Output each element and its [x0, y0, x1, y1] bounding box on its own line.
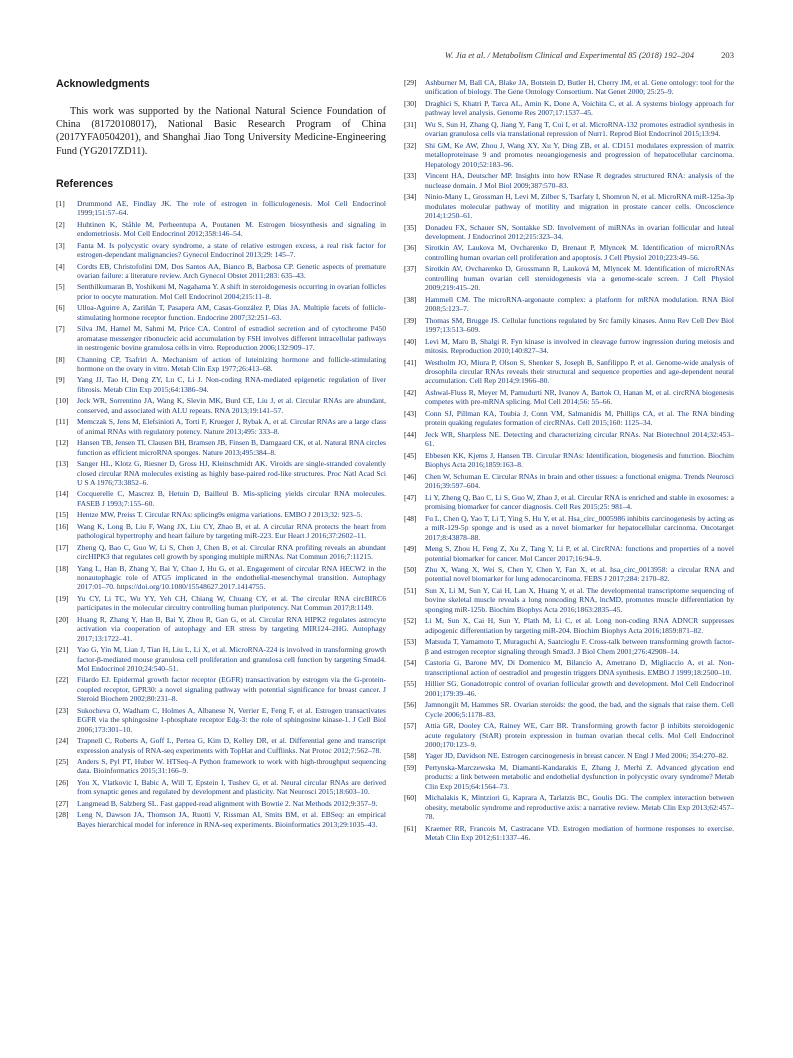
reference-number: [41] — [404, 357, 417, 367]
reference-item[interactable] — [56, 736, 386, 755]
reference-item[interactable] — [404, 565, 734, 584]
reference-text[interactable]: Yu CY, Li TC, Wu YY, Yeh CH, Chiang W, Chuang CY, et al. The circular RNA circBIRC6 participates in the molecular circuitry controlling human pluripotency. Nat Commun 2017;8:1149. — [77, 593, 386, 613]
reference-text[interactable]: Ebbesen KK, Kjems J, Hansen TB. Circular RNAs: Identification, biogenesis and function. Biochim Biophys Acta 2016;1859:163–8. — [425, 450, 734, 470]
reference-item[interactable] — [56, 799, 386, 808]
reference-text[interactable]: Fanta M. Is polycystic ovary syndrome, a state of relative estrogen excess, a real risk factor for estrogen-dependant malignancies? Gynecol Endocrinol 2013;29: 145–7. — [77, 240, 386, 260]
reference-text[interactable]: Wang K, Long B, Liu F, Wang JX, Liu CY, Zhao B, et al. A circular RNA protects the heart from pathological hypertrophy and heart failure by targeting miR-223. Eur Heart J 2016;37:2602–11. — [77, 521, 386, 541]
reference-item[interactable] — [404, 78, 734, 97]
reference-number: [8] — [56, 354, 65, 364]
reference-number: [55] — [404, 679, 417, 689]
reference-list-right — [404, 78, 734, 843]
reference-text[interactable]: Levi M, Maro B, Shalgi R. Fyn kinase is involved in cleavage furrow ingression during meiosis and mitosis. Reproduction 2010;140:827–34. — [425, 336, 734, 356]
reference-item[interactable] — [56, 262, 386, 281]
reference-item[interactable] — [404, 472, 734, 491]
reference-text[interactable]: Sukocheva O, Wadham C, Holmes A, Albanese N, Verrier E, Feng F, et al. Estrogen transactivates EGFR via the sphingosine 1-phosphate receptor Edg-3: the role of sphingosine kinase-1. J Cell Biol 2006;173:301–10. — [77, 705, 386, 734]
reference-text[interactable]: Channing CP, Tsafriri A. Mechanism of action of luteinizing hormone and follicle-stimulating hormone on the ovary in vitro. Metab Clin Exp 1977;26:413–68. — [77, 354, 386, 373]
reference-text[interactable]: Wu S, Sun H, Zhang Q, Jiang Y, Fang T, Cui I, et al. MicroRNA-132 promotes estradiol synthesis in ovarian granulosa cells via translational repression of Nurr1. Reprod Biol Endocrinol 2015;13:94. — [425, 119, 734, 139]
reference-number: [34] — [404, 192, 417, 202]
acknowledgments-text: This work was supported by the National Natural Science Foundation of China (81720108017), National Basic Research Program of China (2017YFA0504201), and Shanghai Jiao Tong University Medicine-Engineering Fund (YG2017ZD11). — [56, 106, 386, 157]
reference-text[interactable]: Fu L, Chen Q, Yao T, Li T, Ying S, Hu Y, et al. Hsa_circ_0005986 inhibits carcinogenesis by acting as a miR-129-5p sponge and is used as a novel biomarker for hepatocellular carcinoma. Oncotarget 2017;8:43878–88. — [425, 513, 734, 542]
reference-text[interactable]: Huhtinen K, Ståhle M, Perheentupa A, Poutanen M. Estrogen biosynthesis and signaling in endometriosis. Mol Cell Endocrinol 2012;358:146–54. — [77, 219, 386, 239]
reference-number: [42] — [404, 388, 417, 398]
reference-number: [47] — [404, 492, 417, 502]
left-column — [56, 78, 386, 831]
reference-list-left — [56, 199, 386, 829]
reference-text[interactable]: Michalakis K, Mintziori G, Kaprara A, Tarlatzis BC, Goulis DG. The complex interaction between obesity, metabolic syndrome and reproductive axis: a narrative review. Metab Clin Exp 2013;62:457–78. — [425, 793, 734, 822]
reference-item[interactable] — [404, 700, 734, 719]
reference-number: [21] — [56, 645, 69, 655]
reference-text[interactable]: Draghici S, Khatri P, Tarca AL, Amin K, Done A, Voichita C, et al. A systems biology approach for pathway level analysis. Genome Res 2007;17:1537–45. — [425, 98, 734, 118]
reference-number: [51] — [404, 586, 417, 595]
reference-item[interactable] — [56, 510, 386, 519]
reference-item[interactable] — [404, 337, 734, 356]
reference-number: [28] — [56, 810, 69, 820]
reference-text[interactable]: Cocquerelle C, Mascrez B, Hetuin D, Bailleul B. Mis-splicing yields circular RNA molecules. FASEB J 1993;7:155–60. — [77, 489, 386, 508]
reference-number: [20] — [56, 614, 69, 624]
reference-number: [16] — [56, 521, 69, 531]
reference-item[interactable] — [404, 451, 734, 470]
reference-text[interactable]: Matsuda T, Yamamoto T, Muraguchi A, Saatcioglu F. Cross-talk between transforming growth factor-β and estrogen receptor signaling through Smad3. J Biol Chem 2001;276:42908–14. — [425, 637, 734, 656]
reference-item[interactable] — [404, 223, 734, 242]
reference-text[interactable]: Senthilkumaran B, Yoshikuni M, Nagahama Y. A shift in steroidogenesis occurring in ovarian follicles prior to oocyte maturation. Mol Cell Endocrinol 2004;215:11–8. — [77, 282, 386, 301]
reference-text[interactable]: Ulloa-Aguirre A, Zariñán T, Pasapera AM, Casas-González P, Dias JA. Multiple facets of follicle-stimulating hormone receptor function. Endocrine 2007;32:251–63. — [77, 303, 386, 322]
reference-text[interactable]: Thomas SM, Brugge JS. Cellular functions regulated by Src family kinases. Annu Rev Cell Dev Biol 1997;13:513–609. — [425, 315, 734, 335]
reference-text[interactable]: Langmead B, Salzberg SL. Fast gapped-read alignment with Bowtie 2. Nat Methods 2012;9:357–9. — [77, 798, 378, 808]
reference-item[interactable] — [404, 120, 734, 139]
reference-number: [4] — [56, 261, 65, 271]
reference-number: [18] — [56, 563, 69, 573]
reference-item[interactable] — [56, 241, 386, 260]
reference-number: [57] — [404, 721, 417, 731]
reference-text[interactable]: Leng N, Dawson JA, Thomson JA, Ruotti V, Rissman AI, Smits BM, et al. EBSeq: an empirical Bayes hierarchical model for inference in RNA-seq experiments. Bioinformatics 2013;29:1035–43. — [77, 810, 386, 829]
reference-text[interactable]: Jeck WR, Sharpless NE. Detecting and characterizing circular RNAs. Nat Biotechnol 2014;32:453–61. — [425, 429, 734, 449]
reference-item[interactable] — [56, 594, 386, 613]
reference-text[interactable]: Sirotkin AV, Ovcharenko D, Grossmann R, Lauková M, Mlyncek M. Identification of microRNAs controlling human ovarian cell steroidogenesis via a genome-scale screen. J Cell Physiol 2009;219:415–20. — [425, 264, 734, 293]
reference-item[interactable] — [56, 282, 386, 301]
reference-number: [59] — [404, 763, 417, 773]
reference-number: [11] — [56, 417, 69, 427]
reference-item[interactable] — [404, 316, 734, 335]
reference-number: [12] — [56, 438, 69, 448]
reference-text[interactable]: Pertynska-Marczewska M, Diamanti-Kandarakis E, Zhang J, Merhi Z. Advanced glycation end products: a link between metabolic and endothelial dysfunction in polycystic ovary syndrome? Metab Clin Exp 2015;64:1564–73. — [425, 763, 734, 791]
reference-text[interactable]: Yang JJ, Tao H, Deng ZY, Lu C, Li J. Non-coding RNA-mediated epigenetic regulation of liver fibrosis. Metab Clin Exp 2015;64:1386–94. — [77, 375, 386, 394]
reference-number: [3] — [56, 240, 65, 250]
reference-text[interactable]: Shi GM, Ke AW, Zhou J, Wang XY, Xu Y, Ding ZB, et al. CD151 modulates expression of matrix metalloproteinase 9 and promotes neoangiogenesis and progression of hepatocellular carcinoma. Hepatology 2010;52:183–96. — [425, 140, 734, 169]
reference-text[interactable]: Filardo EJ. Epidermal growth factor receptor (EGFR) transactivation by estrogen via the G-protein-coupled receptor, GPR30: a novel signaling pathway with potential significance for breast cancer. J Steroid Biochem 2002;80:231–8. — [77, 675, 386, 704]
reference-item[interactable] — [404, 171, 734, 190]
reference-item[interactable] — [404, 409, 734, 428]
reference-number: [15] — [56, 510, 69, 520]
references-heading: References — [56, 177, 114, 190]
acknowledgments-heading: Acknowledgments — [56, 78, 150, 90]
reference-item[interactable] — [404, 514, 734, 542]
reference-number: [48] — [404, 513, 417, 523]
reference-number: [58] — [404, 751, 417, 761]
reference-number: [61] — [404, 823, 417, 833]
reference-text[interactable]: Zhu X, Wang X, Wei S, Chen Y, Chen Y, Fan X, et al. hsa_circ_0013958: a circular RNA and potential novel biomarker for lung adenocarcinoma. FEBS J 2017;284: 2170–82. — [425, 565, 734, 584]
reference-item[interactable] — [56, 324, 386, 352]
reference-number: [37] — [404, 264, 417, 274]
reference-text[interactable]: Vincent HA, Deutscher MP. Insights into how RNase R degrades structured RNA: analysis of the nuclease domain. J Mol Biol 2009;387:570–83. — [425, 171, 734, 190]
reference-item[interactable] — [404, 141, 734, 169]
reference-text[interactable]: Chen W, Schuman E. Circular RNAs in brain and other tissues: a functional enigma. Trends Neurosci 2016;39:597–604. — [425, 471, 734, 491]
reference-item[interactable] — [404, 264, 734, 292]
reference-number: [7] — [56, 324, 65, 334]
reference-item[interactable] — [56, 757, 386, 776]
reference-text[interactable]: Yang L, Han B, Zhang Y, Bai Y, Chao J, Hu G, et al. Engagement of circular RNA HECW2 in the nonautophagic role of ATG5 implicated in the endothelial-mesenchymal transition. Autophagy 2017:01–70. https://doi.org/10.1080/15548627.2017.1414755. — [77, 563, 386, 592]
reference-item[interactable] — [404, 544, 734, 563]
reference-item[interactable] — [56, 675, 386, 703]
reference-number: [2] — [56, 219, 65, 229]
reference-item[interactable] — [56, 396, 386, 415]
reference-number: [6] — [56, 303, 65, 313]
reference-text[interactable]: Cordts EB, Christofolini DM, Dos Santos AA, Bianco B, Barbosa CP. Genetic aspects of premature ovarian failure: a literature review. Arch Gynecol Obstet 2011;283: 635–43. — [77, 261, 386, 280]
reference-text[interactable]: Anders S, Pyl PT, Huber W. HTSeq–A Python framework to work with high-throughput sequencing data. Bioinformatics 2015;31:166–9. — [77, 757, 386, 776]
reference-number: [19] — [56, 593, 69, 603]
reference-number: [5] — [56, 282, 65, 292]
reference-number: [9] — [56, 375, 65, 385]
reference-item[interactable] — [404, 763, 734, 791]
reference-text[interactable]: Li Y, Zheng Q, Bao C, Li S, Guo W, Zhao J, et al. Circular RNA is enriched and stable in exosomes: a promising biomarker for cancer diagnosis. Cell Res 2015;25: 981–4. — [425, 492, 734, 512]
reference-item[interactable] — [56, 199, 386, 218]
reference-number: [17] — [56, 542, 69, 552]
page-number: 203 — [721, 50, 734, 60]
reference-text[interactable]: You X, Vlatkovic I, Babic A, Will T, Epstein I, Tushev G, et al. Neural circular RNAs are derived from synaptic genes and regulated by development and plasticity. Nat Neurosci 2015;18:603–10. — [77, 777, 386, 797]
reference-item[interactable] — [56, 778, 386, 797]
reference-item[interactable] — [56, 438, 386, 457]
reference-number: [22] — [56, 675, 69, 685]
reference-text[interactable]: Hansen TB, Jensen TI, Clausen BH, Bramsen JB, Finsen B, Damgaard CK, et al. Natural RNA circles function as efficient microRNA sponges. Nature 2013;495:384–8. — [77, 438, 386, 457]
reference-text[interactable]: Attia GR, Dooley CA, Rainey WE, Carr BR. Transforming growth factor β inhibits steroidogenic acute regulatory (StAR) protein expression in human ovarian thecal cells. Mol Cell Endocrinol 2000;170:123–9. — [425, 721, 734, 749]
reference-text[interactable]: Sun X, Li M, Sun Y, Cai H, Lan X, Huang Y, et al. The developmental transcriptome sequencing of bovine skeletal muscle reveals a long noncoding RNA, lncMD, promotes muscle differentiation by sponging miR-125b. Biochim Biophys Acta 2016;1863:2835–45. — [425, 586, 734, 614]
reference-text[interactable]: Castoria G, Barone MV, Di Domenico M, Bilancio A, Ametrano D, Migliaccio A, et al. Non-transcriptional action of oestradiol and progestin triggers DNA synthesis. EMBO J 1999;18:2500–10. — [425, 658, 734, 677]
reference-number: [39] — [404, 315, 417, 325]
reference-number: [43] — [404, 408, 417, 418]
reference-item[interactable] — [404, 192, 734, 220]
reference-text[interactable]: Yager JD, Davidson NE. Estrogen carcinogenesis in breast cancer. N Engl J Med 2006; 354:270–82. — [425, 751, 729, 761]
reference-number: [32] — [404, 140, 417, 150]
reference-number: [52] — [404, 616, 417, 626]
reference-number: [46] — [404, 471, 417, 481]
reference-item[interactable] — [404, 493, 734, 512]
reference-number: [38] — [404, 294, 417, 304]
reference-text[interactable]: Drummond AE, Findlay JK. The role of estrogen in folliculogenesis. Mol Cell Endocrinol 1999;151:57–64. — [77, 198, 386, 218]
reference-number: [13] — [56, 459, 69, 469]
reference-item[interactable] — [404, 430, 734, 449]
running-header — [56, 50, 734, 64]
reference-text[interactable]: Ninio-Many L, Grossman H, Levi M, Zilber S, Tsarfaty I, Shomron N, et al. MicroRNA miR-125a-3p modulates molecular pathway of motility and migration in prostate cancer cells. Oncoscience 2014;1:250–61. — [425, 192, 734, 220]
reference-number: [33] — [404, 171, 417, 181]
reference-number: [25] — [56, 757, 69, 766]
reference-item[interactable] — [404, 586, 734, 614]
reference-item[interactable] — [56, 706, 386, 734]
reference-number: [31] — [404, 119, 417, 129]
reference-text[interactable]: Meng S, Zhou H, Feng Z, Xu Z, Tang Y, Li P, et al. CircRNA: functions and properties of a novel potential biomarker for cancer. Mol Cancer 2017;16:94–9. — [425, 544, 734, 563]
reference-item[interactable] — [404, 679, 734, 698]
reference-item[interactable] — [404, 388, 734, 407]
reference-item[interactable] — [404, 99, 734, 118]
reference-text[interactable]: Donadeu FX, Schauer SN, Sontakke SD. Involvement of miRNAs in ovarian follicular and luteal development. J Endocrinol 2012;215:323–34. — [425, 222, 734, 241]
reference-item[interactable] — [404, 637, 734, 656]
reference-item[interactable] — [56, 220, 386, 239]
reference-text[interactable]: Hammell CM. The microRNA-argonaute complex: a platform for mRNA modulation. RNA Biol 2008;5:123–7. — [425, 294, 734, 314]
reference-item[interactable] — [404, 358, 734, 386]
reference-number: [60] — [404, 793, 417, 803]
reference-item[interactable] — [404, 721, 734, 749]
reference-text[interactable]: Hentze MW, Preiss T. Circular RNAs: splicing9s enigma variations. EMBO J 2013;32: 923–5. — [77, 510, 363, 520]
right-column — [404, 78, 734, 845]
reference-item[interactable] — [56, 810, 386, 829]
reference-text[interactable]: Li M, Sun X, Cai H, Sun Y, Plath M, Li C, et al. Long non-coding RNA ADNCR suppresses adipogenic differentiation by targeting miR-204. Biochim Biophys Acta 2016;1859:871–82. — [425, 616, 734, 635]
reference-item[interactable] — [56, 489, 386, 508]
reference-item[interactable] — [404, 793, 734, 821]
reference-text[interactable]: Memczak S, Jens M, Elefsinioti A, Torti F, Krueger J, Rybak A, et al. Circular RNAs are a large class of animal RNAs with regulatory potency. Nature 2013;495: 333–8. — [77, 417, 386, 436]
journal-citation: W. Jia et al. / Metabolism Clinical and Experimental 85 (2018) 192–204 — [444, 50, 694, 60]
reference-item[interactable] — [56, 615, 386, 643]
reference-text[interactable]: Conn SJ, Pillman KA, Toubia J, Conn VM, Salmanidis M, Phillips CA, et al. The RNA binding protein quaking regulates formation of circRNAs. Cell 2015;160: 1125–34. — [425, 408, 734, 428]
reference-text[interactable]: Kraemer RR, Francois M, Castracane VD. Estrogen mediation of hormone responses to exercise. Metab Clin Exp 2012;61:1337–46. — [425, 823, 734, 843]
reference-item[interactable] — [56, 522, 386, 541]
reference-number: [56] — [404, 700, 417, 710]
reference-text[interactable]: Jamnongjit M, Hammes SR. Ovarian steroids: the good, the bad, and the signals that raise them. Cell Cycle 2006;5:1178–83. — [425, 700, 734, 719]
reference-item[interactable] — [404, 751, 734, 760]
reference-text[interactable]: Sanger HL, Klotz G, Riesner D, Gross HJ, Kleinschmidt AK. Viroids are single-stranded covalently closed circular RNA molecules existing as highly base-paired rod-like structures. Proc Natl Acad Sci U S A 1976;73:3852–6. — [77, 459, 386, 487]
reference-item[interactable] — [404, 658, 734, 677]
reference-item[interactable] — [404, 295, 734, 314]
reference-number: [44] — [404, 429, 417, 439]
reference-number: [14] — [56, 489, 69, 499]
reference-text[interactable]: Zheng Q, Bao C, Guo W, Li S, Chen J, Chen B, et al. Circular RNA profiling reveals an abundant circHIPK3 that regulates cell growth by sponging multiple miRNAs. Nat Commun 2016;7:11215. — [77, 542, 386, 562]
reference-item[interactable] — [56, 459, 386, 487]
reference-item[interactable] — [56, 375, 386, 394]
reference-item[interactable] — [56, 355, 386, 374]
reference-number: [1] — [56, 198, 65, 208]
reference-number: [26] — [56, 777, 69, 787]
reference-number: [54] — [404, 658, 417, 668]
reference-number: [40] — [404, 336, 417, 346]
reference-text[interactable]: Trapnell C, Roberts A, Goff L, Pertea G, Kim D, Kelley DR, et al. Differential gene and transcript expression analysis of RNA-seq experiments with TopHat and Cufflinks. Nat Protoc 2012;7:562–78. — [77, 736, 386, 755]
reference-number: [50] — [404, 565, 417, 575]
reference-item[interactable] — [56, 417, 386, 436]
reference-number: [30] — [404, 98, 417, 108]
reference-text[interactable]: Westholm JO, Miura P, Olson S, Shenker S, Joseph B, Sanfilippo P, et al. Genome-wide analysis of drosophila circular RNAs reveals their structural and sequence properties and age-dependent neural accumulation. Cell Rep 2014;9:1966–80. — [425, 357, 734, 386]
reference-item[interactable] — [56, 303, 386, 322]
reference-number: [35] — [404, 222, 417, 232]
reference-item[interactable] — [56, 645, 386, 673]
reference-text[interactable]: Jeck WR, Sorrentino JA, Wang K, Slevin MK, Burd CE, Liu J, et al. Circular RNAs are abundant, conserved, and associated with ALU repeats. RNA 2013;19:141–57. — [77, 396, 386, 415]
reference-item[interactable] — [404, 824, 734, 843]
reference-text[interactable]: Ashburner M, Ball CA, Blake JA, Botstein D, Butler H, Cherry JM, et al. Gene ontology: tool for the unification of biology. The Gene Ontology Consortium. Nat Genet 2000; 25:25–9. — [425, 78, 734, 97]
reference-item[interactable] — [56, 564, 386, 592]
reference-number: [29] — [404, 78, 417, 87]
reference-number: [27] — [56, 798, 69, 808]
reference-number: [53] — [404, 637, 417, 647]
reference-number: [36] — [404, 243, 417, 253]
reference-item[interactable] — [404, 243, 734, 262]
reference-number: [10] — [56, 396, 69, 406]
reference-number: [24] — [56, 736, 69, 746]
reference-text[interactable]: Ashwal-Fluss R, Meyer M, Pamudurti NR, Ivanov A, Bartok O, Hanan M, et al. circRNA biogenesis competes with pre-mRNA splicing. Mol Cell 2014;56: 55–66. — [425, 388, 734, 407]
reference-text[interactable]: Sirotkin AV, Laukova M, Ovcharenko D, Brenaut P, Mlyncek M. Identification of microRNAs controlling human ovarian cell proliferation and apoptosis. J Cell Physiol 2010;223:49–56. — [425, 243, 734, 262]
reference-item[interactable] — [56, 543, 386, 562]
reference-item[interactable] — [404, 616, 734, 635]
reference-text[interactable]: Hillier SG. Gonadotropic control of ovarian follicular growth and development. Mol Cell Endocrinol 2001;179:39–46. — [425, 679, 734, 698]
reference-text[interactable]: Huang R, Zhang Y, Han B, Bai Y, Zhou R, Gan G, et al. Circular RNA HIPK2 regulates astrocyte activation via cooperation of autophagy and ER stress by targeting MIR124–2HG. Autophagy 2017;13:1722–41. — [77, 614, 386, 643]
reference-number: [45] — [404, 450, 417, 460]
reference-number: [49] — [404, 544, 417, 554]
reference-number: [23] — [56, 705, 69, 715]
reference-text[interactable]: Yao G, Yin M, Lian J, Tian H, Liu L, Li X, et al. MicroRNA-224 is involved in transforming growth factor-β-mediated mouse granulosa cell proliferation and granulosa cell function by targeting Smad4. Mol Endocrinol 2010;24:540–51. — [77, 645, 386, 673]
reference-text[interactable]: Silva JM, Hamel M, Sahmi M, Price CA. Control of estradiol secretion and of cytochrome P450 aromatase messenger ribonucleic acid accumulation by FSH involves different intracellular pathways in oestrogenic bovine granulosa cells in vitro. Reproduction 2006;132:909–17. — [77, 324, 386, 353]
